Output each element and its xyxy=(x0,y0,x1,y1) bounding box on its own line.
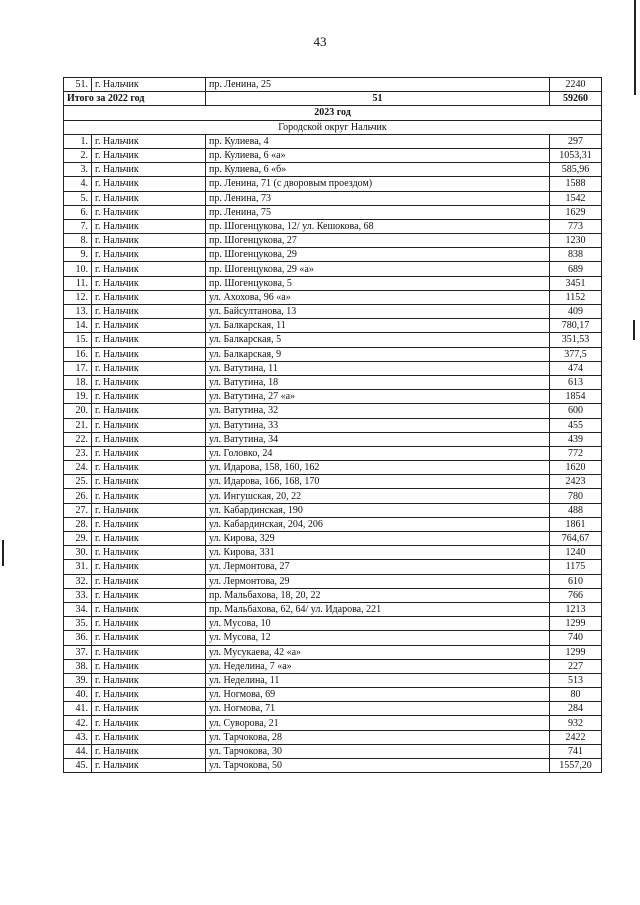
row-value: 284 xyxy=(550,702,602,716)
row-address: пр. Ленина, 73 xyxy=(206,191,550,205)
row-city: г. Нальчик xyxy=(92,532,206,546)
row-value: 1629 xyxy=(550,205,602,219)
row-number: 44. xyxy=(64,744,92,758)
row-number: 32. xyxy=(64,574,92,588)
table-row xyxy=(64,347,602,361)
row-value: 1542 xyxy=(550,191,602,205)
row-number: 37. xyxy=(64,645,92,659)
row-city: г. Нальчик xyxy=(92,574,206,588)
table-row xyxy=(64,390,602,404)
scan-mark-right-2 xyxy=(633,320,635,340)
row-address: ул. Ватутина, 33 xyxy=(206,418,550,432)
table-row xyxy=(64,418,602,432)
table-row xyxy=(64,716,602,730)
table-row xyxy=(64,688,602,702)
row-address: ул. Суворова, 21 xyxy=(206,716,550,730)
row-city: г. Нальчик xyxy=(92,446,206,460)
row-city: г. Нальчик xyxy=(92,219,206,233)
row-city: г. Нальчик xyxy=(92,163,206,177)
row-number: 13. xyxy=(64,305,92,319)
row-city: г. Нальчик xyxy=(92,78,206,92)
row-address: ул. Кирова, 331 xyxy=(206,546,550,560)
row-number: 17. xyxy=(64,361,92,375)
table-row xyxy=(64,134,602,148)
row-address: ул. Тарчокова, 28 xyxy=(206,730,550,744)
row-value: 1230 xyxy=(550,234,602,248)
row-number: 29. xyxy=(64,532,92,546)
row-number: 6. xyxy=(64,205,92,219)
row-address: ул. Ватутина, 27 «а» xyxy=(206,390,550,404)
row-number: 21. xyxy=(64,418,92,432)
table-row xyxy=(64,631,602,645)
row-address: пр. Ленина, 25 xyxy=(206,78,550,92)
row-value: 439 xyxy=(550,432,602,446)
table-row xyxy=(64,262,602,276)
table-row xyxy=(64,475,602,489)
row-value: 513 xyxy=(550,673,602,687)
district-heading-row xyxy=(64,120,602,134)
row-city: г. Нальчик xyxy=(92,319,206,333)
table-row xyxy=(64,602,602,616)
table-row xyxy=(64,702,602,716)
total-count: 51 xyxy=(206,92,550,106)
row-city: г. Нальчик xyxy=(92,744,206,758)
row-number: 23. xyxy=(64,446,92,460)
row-city: г. Нальчик xyxy=(92,560,206,574)
row-city: г. Нальчик xyxy=(92,148,206,162)
total-label: Итого за 2022 год xyxy=(64,92,206,106)
row-city: г. Нальчик xyxy=(92,418,206,432)
row-number: 24. xyxy=(64,461,92,475)
row-address: пр. Шогенцукова, 29 «а» xyxy=(206,262,550,276)
row-value: 455 xyxy=(550,418,602,432)
table-row xyxy=(64,489,602,503)
row-value: 2423 xyxy=(550,475,602,489)
row-city: г. Нальчик xyxy=(92,248,206,262)
row-city: г. Нальчик xyxy=(92,602,206,616)
row-address: ул. Тарчокова, 30 xyxy=(206,744,550,758)
row-value: 932 xyxy=(550,716,602,730)
row-value: 474 xyxy=(550,361,602,375)
row-address: ул. Ногмова, 71 xyxy=(206,702,550,716)
row-number: 41. xyxy=(64,702,92,716)
row-value: 613 xyxy=(550,375,602,389)
table-row xyxy=(64,404,602,418)
row-city: г. Нальчик xyxy=(92,234,206,248)
row-address: пр. Шогенцукова, 27 xyxy=(206,234,550,248)
table-row xyxy=(64,759,602,773)
row-number: 39. xyxy=(64,673,92,687)
row-address: ул. Ватутина, 11 xyxy=(206,361,550,375)
row-number: 12. xyxy=(64,290,92,304)
row-address: ул. Ингушская, 20, 22 xyxy=(206,489,550,503)
row-address: ул. Мусова, 10 xyxy=(206,617,550,631)
row-city: г. Нальчик xyxy=(92,503,206,517)
row-value: 1213 xyxy=(550,602,602,616)
district-heading: Городской округ Нальчик xyxy=(64,120,602,134)
row-number: 9. xyxy=(64,248,92,262)
row-value: 764,67 xyxy=(550,532,602,546)
row-address: ул. Тарчокова, 50 xyxy=(206,759,550,773)
table-row xyxy=(64,276,602,290)
table-row xyxy=(64,219,602,233)
row-city: г. Нальчик xyxy=(92,517,206,531)
row-city: г. Нальчик xyxy=(92,759,206,773)
row-address: ул. Ногмова, 69 xyxy=(206,688,550,702)
row-value: 3451 xyxy=(550,276,602,290)
row-city: г. Нальчик xyxy=(92,305,206,319)
row-city: г. Нальчик xyxy=(92,432,206,446)
table-row xyxy=(64,319,602,333)
row-address: ул. Лермонтова, 27 xyxy=(206,560,550,574)
scan-mark-left xyxy=(2,540,4,566)
row-value: 2422 xyxy=(550,730,602,744)
table-row xyxy=(64,645,602,659)
row-address: ул. Ватутина, 18 xyxy=(206,375,550,389)
row-number: 38. xyxy=(64,659,92,673)
row-address: пр. Мальбахова, 62, 64/ ул. Идарова, 221 xyxy=(206,602,550,616)
row-address: ул. Мусова, 12 xyxy=(206,631,550,645)
row-city: г. Нальчик xyxy=(92,347,206,361)
row-value: 689 xyxy=(550,262,602,276)
row-city: г. Нальчик xyxy=(92,702,206,716)
table-row xyxy=(64,248,602,262)
row-value: 351,53 xyxy=(550,333,602,347)
year-heading-row xyxy=(64,106,602,120)
row-address: ул. Неделина, 7 «а» xyxy=(206,659,550,673)
row-number: 11. xyxy=(64,276,92,290)
table-row xyxy=(64,503,602,517)
row-number: 8. xyxy=(64,234,92,248)
row-number: 36. xyxy=(64,631,92,645)
row-city: г. Нальчик xyxy=(92,631,206,645)
table-row xyxy=(64,617,602,631)
row-city: г. Нальчик xyxy=(92,673,206,687)
table-row xyxy=(64,290,602,304)
row-city: г. Нальчик xyxy=(92,588,206,602)
row-number: 33. xyxy=(64,588,92,602)
row-number: 40. xyxy=(64,688,92,702)
row-value: 780 xyxy=(550,489,602,503)
row-value: 80 xyxy=(550,688,602,702)
row-number: 7. xyxy=(64,219,92,233)
row-value: 600 xyxy=(550,404,602,418)
page-number: 43 xyxy=(313,34,327,49)
row-city: г. Нальчик xyxy=(92,290,206,304)
table-row xyxy=(64,432,602,446)
row-number: 20. xyxy=(64,404,92,418)
row-address: пр. Ленина, 75 xyxy=(206,205,550,219)
row-value: 766 xyxy=(550,588,602,602)
row-address: ул. Ахохова, 96 «а» xyxy=(206,290,550,304)
row-value: 780,17 xyxy=(550,319,602,333)
total-row xyxy=(64,92,602,106)
row-city: г. Нальчик xyxy=(92,191,206,205)
table-row xyxy=(64,659,602,673)
row-value: 1152 xyxy=(550,290,602,304)
table-row xyxy=(64,446,602,460)
row-number: 22. xyxy=(64,432,92,446)
row-city: г. Нальчик xyxy=(92,390,206,404)
row-address: пр. Шогенцукова, 29 xyxy=(206,248,550,262)
row-address: ул. Неделина, 11 xyxy=(206,673,550,687)
row-city: г. Нальчик xyxy=(92,276,206,290)
row-address: ул. Балкарская, 9 xyxy=(206,347,550,361)
row-value: 377,5 xyxy=(550,347,602,361)
row-value: 838 xyxy=(550,248,602,262)
table-row xyxy=(64,78,602,92)
row-value: 1861 xyxy=(550,517,602,531)
row-number: 2. xyxy=(64,148,92,162)
table-body xyxy=(64,78,602,773)
table-row xyxy=(64,234,602,248)
row-number: 16. xyxy=(64,347,92,361)
row-number: 28. xyxy=(64,517,92,531)
table-row xyxy=(64,461,602,475)
row-address: пр. Кулиева, 4 xyxy=(206,134,550,148)
row-number: 15. xyxy=(64,333,92,347)
row-city: г. Нальчик xyxy=(92,688,206,702)
row-city: г. Нальчик xyxy=(92,404,206,418)
table-row xyxy=(64,560,602,574)
row-city: г. Нальчик xyxy=(92,333,206,347)
row-number: 25. xyxy=(64,475,92,489)
row-value: 773 xyxy=(550,219,602,233)
row-value: 297 xyxy=(550,134,602,148)
row-address: пр. Мальбахова, 18, 20, 22 xyxy=(206,588,550,602)
row-city: г. Нальчик xyxy=(92,375,206,389)
row-address: ул. Байсултанова, 13 xyxy=(206,305,550,319)
row-number: 30. xyxy=(64,546,92,560)
table-row xyxy=(64,546,602,560)
row-value: 610 xyxy=(550,574,602,588)
row-city: г. Нальчик xyxy=(92,546,206,560)
row-city: г. Нальчик xyxy=(92,489,206,503)
row-value: 227 xyxy=(550,659,602,673)
row-value: 1240 xyxy=(550,546,602,560)
table-row xyxy=(64,532,602,546)
row-number: 26. xyxy=(64,489,92,503)
table-row xyxy=(64,205,602,219)
row-city: г. Нальчик xyxy=(92,205,206,219)
row-value: 1299 xyxy=(550,617,602,631)
table-row xyxy=(64,517,602,531)
row-city: г. Нальчик xyxy=(92,645,206,659)
row-city: г. Нальчик xyxy=(92,361,206,375)
data-table xyxy=(63,77,602,773)
row-address: пр. Ленина, 71 (с дворовым проездом) xyxy=(206,177,550,191)
row-value: 1854 xyxy=(550,390,602,404)
row-address: ул. Ватутина, 32 xyxy=(206,404,550,418)
row-address: ул. Мусукаева, 42 «а» xyxy=(206,645,550,659)
row-value: 1588 xyxy=(550,177,602,191)
row-city: г. Нальчик xyxy=(92,262,206,276)
row-address: ул. Кабардинская, 204, 206 xyxy=(206,517,550,531)
row-number: 18. xyxy=(64,375,92,389)
row-value: 1175 xyxy=(550,560,602,574)
row-number: 51. xyxy=(64,78,92,92)
table-row xyxy=(64,163,602,177)
row-number: 3. xyxy=(64,163,92,177)
table-row xyxy=(64,148,602,162)
table-row xyxy=(64,177,602,191)
table-row xyxy=(64,744,602,758)
row-value: 741 xyxy=(550,744,602,758)
scan-mark-right xyxy=(634,0,636,95)
table-row xyxy=(64,574,602,588)
row-address: ул. Кабардинская, 190 xyxy=(206,503,550,517)
row-number: 5. xyxy=(64,191,92,205)
table-row xyxy=(64,588,602,602)
row-city: г. Нальчик xyxy=(92,659,206,673)
row-city: г. Нальчик xyxy=(92,716,206,730)
row-value: 1620 xyxy=(550,461,602,475)
row-city: г. Нальчик xyxy=(92,461,206,475)
row-value: 488 xyxy=(550,503,602,517)
row-value: 1299 xyxy=(550,645,602,659)
row-city: г. Нальчик xyxy=(92,617,206,631)
table-row xyxy=(64,361,602,375)
row-number: 42. xyxy=(64,716,92,730)
row-value: 2240 xyxy=(550,78,602,92)
row-number: 31. xyxy=(64,560,92,574)
table-row xyxy=(64,305,602,319)
row-number: 34. xyxy=(64,602,92,616)
row-address: ул. Идарова, 158, 160, 162 xyxy=(206,461,550,475)
row-city: г. Нальчик xyxy=(92,475,206,489)
row-address: пр. Шогенцукова, 12/ ул. Кешокова, 68 xyxy=(206,219,550,233)
total-sum: 59260 xyxy=(550,92,602,106)
table-row xyxy=(64,730,602,744)
row-number: 35. xyxy=(64,617,92,631)
row-address: ул. Балкарская, 5 xyxy=(206,333,550,347)
row-number: 27. xyxy=(64,503,92,517)
table-row xyxy=(64,375,602,389)
row-city: г. Нальчик xyxy=(92,730,206,744)
row-number: 43. xyxy=(64,730,92,744)
row-address: пр. Кулиева, 6 «а» xyxy=(206,148,550,162)
table-row xyxy=(64,333,602,347)
row-value: 409 xyxy=(550,305,602,319)
row-value: 1053,31 xyxy=(550,148,602,162)
row-address: ул. Ватутина, 34 xyxy=(206,432,550,446)
row-number: 19. xyxy=(64,390,92,404)
row-city: г. Нальчик xyxy=(92,177,206,191)
row-number: 4. xyxy=(64,177,92,191)
row-address: ул. Головко, 24 xyxy=(206,446,550,460)
row-address: пр. Шогенцукова, 5 xyxy=(206,276,550,290)
row-address: ул. Идарова, 166, 168, 170 xyxy=(206,475,550,489)
table-row xyxy=(64,673,602,687)
row-number: 45. xyxy=(64,759,92,773)
year-heading: 2023 год xyxy=(64,106,602,120)
row-city: г. Нальчик xyxy=(92,134,206,148)
row-address: ул. Лермонтова, 29 xyxy=(206,574,550,588)
row-value: 1557,20 xyxy=(550,759,602,773)
row-address: пр. Кулиева, 6 «б» xyxy=(206,163,550,177)
table-row xyxy=(64,191,602,205)
row-value: 772 xyxy=(550,446,602,460)
row-number: 14. xyxy=(64,319,92,333)
row-value: 585,96 xyxy=(550,163,602,177)
row-address: ул. Балкарская, 11 xyxy=(206,319,550,333)
row-number: 10. xyxy=(64,262,92,276)
row-number: 1. xyxy=(64,134,92,148)
row-address: ул. Кирова, 329 xyxy=(206,532,550,546)
row-value: 740 xyxy=(550,631,602,645)
